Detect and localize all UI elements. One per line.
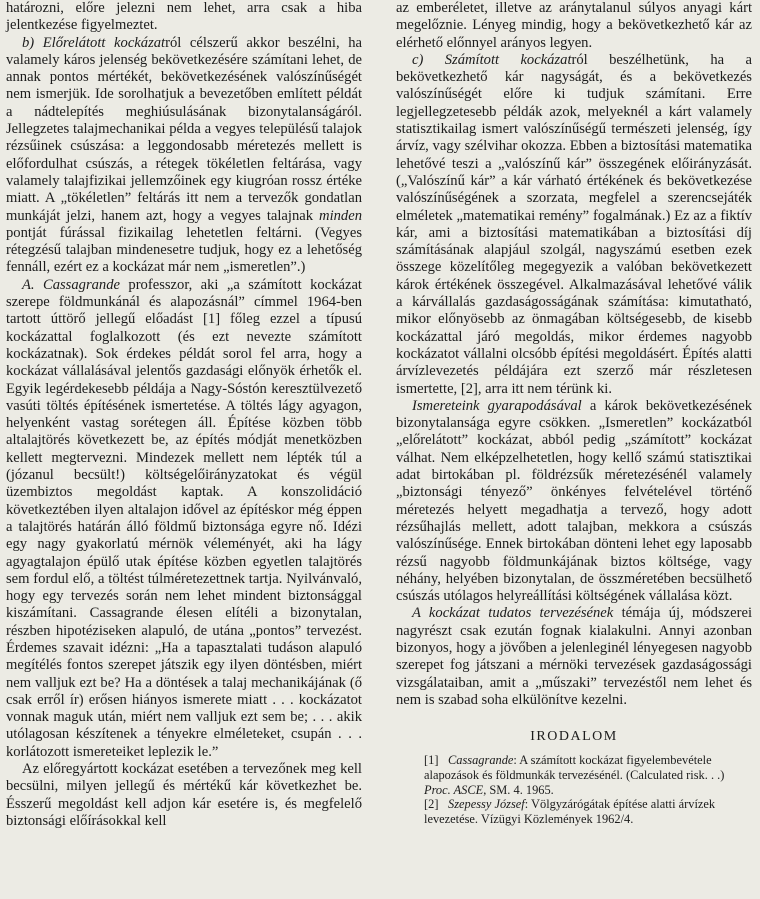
- references-heading: IRODALOM: [530, 729, 618, 745]
- term-foreseen-risk: Előrelátott kockázat: [42, 34, 166, 51]
- term-knowledge: Ismereteink gyarapodásával: [412, 397, 582, 414]
- reference-number: [2]: [424, 797, 439, 812]
- paragraph-prefab-risk: Az előregyártott kockázat esetében a tervezőnek meg kell becsülni, milyen jellegű és mértékű kár következhet be. Ésszerű megoldást kell adjon kár esetére is, és megfelelő biztonsági előírásokkal kell: [6, 761, 362, 829]
- paragraph-foreseen-risk: [6, 35, 362, 277]
- left-column: [6, 0, 362, 830]
- reference-author: Szepessy József: [448, 797, 525, 812]
- reference-text: : A számított kockázat figyelembevétele alapozások és földmunkák tervezésénél. (Calculated risk. . .): [424, 753, 725, 783]
- list-label: c): [412, 51, 445, 68]
- paragraph-text: professzor, aki „a számított kockázat szerepe földmunkánál és alapozásnál” címmel 1964-ben tartott úttörő jellegű előadást [1] főleg ezzel a típusú kockázattal foglalkozott (és ezt nevezte számított kockázatnak). Sok érdekes példát sorol fel arra, hogy a kockázat vállalásával jelentős gazdasági előnyök érhetők el. Egyik legérdekesebb példája a Nagy-Sóstón keresztülvezető vasúti töltés építésének ismertetése. A töltés lágy agyagon, helyenként vastag sorétegen áll. Építése közben több altalajtörés következett be, az építés módját menetközben kellett megtervezni. Mindezek mellett nem lépték túl a (józanul becsült!) költségelőirányzatokat és végül üzembiztos megoldást kaptak. A konszolidáció következtében ilyen altalajon idővel az építéskor még éppen a talajtörés határán álló földmű biztonsága egyre nő. Idézi egy nagy gyakorlatú mérnök véleményét, aki ha lágy agyagtalajon épülő utak építése közben egyetlen talajtörés sem fordul elő, a töltést túlméretezettnek tartja. Nyilvánvaló, hogy egy tervezés során nem lehet mindent biztonsággal kiszámítani. Cassagrande élesen elítéli a bizonytalan, részben hipotéziseken alapuló, de utána „pontos” tervezést. Érdemes szavait idézni: „Ha a tapasztalati tudáson alapuló megítélés fontos szerepet játszik egy ilyen döntésben, miért nem valljuk ezt be? Ha a döntések a talaj mechanikájának (ő csak erről ír) erősen hiányos ismerete miatt . . . kockázatot vonnak maguk után, miért nem valljuk ezt sem be; . . . akik utólagosan készítenek a tényekre elméleteket, csupán . . . korlátozott ismereteiket leplezik le.”: [6, 276, 362, 760]
- reference-item: [396, 753, 752, 797]
- reference-author: Cassagrande: [448, 753, 514, 768]
- author-name: A. Cassagrande: [22, 276, 120, 293]
- list-label: b): [22, 34, 43, 51]
- reference-item: [396, 797, 752, 826]
- paragraph-text: ról célszerű akkor beszélni, ha valamely káros jelenség bekövetkezésére számítani lehet, de annak pontos mértékét, bekövetkezésének valószínűségét nem ismerjük. Ide sorolhatjuk a bevezetőben említett példát a nádtelepítés meghiúsulásának bizonytalanságáról. Jellegzetes talajmechanikai példa a vegyes településű talajok rézsűinek csúszása: a leggondosabb méretezés mellett is előfordulhat csúszás, a rétegek tökéletlen feltárása, vagy valamely talajfizikai jellemzőinek egy kiugróan rossz értéke miatt. A „tökéletlen” feltárás itt nem a tervezők gondatlan munkáját jelzi, hanem azt, hogy a vegyes talajnak: [6, 34, 362, 224]
- paragraph-continuation: az emberéletet, illetve az aránytalanul súlyos anyagi kárt megelőznie. Lényeg mindig, hogy a bekövetkezhető kár az elérhető előnnyel arányos legyen.: [396, 0, 752, 51]
- term-calculated-risk: Számított kockázat: [444, 51, 572, 68]
- paragraph-text: a károk bekövetkezésének bizonytalansága egyre csökken. „Ismeretlen” kockázatból „előrelátott” kockázat, abból pedig „számított” kockázat válhat. Nem elképzelhetetlen, hogy kellő számú statisztikai adat birtokában pl. földrézsűk méretezésénél valamely „biztonsági tényező” önkényes felvételével történő méretezés helyett megadhatja a tervező, hogy adott rézsűhajlás mellett, adott talajban, mekkora a csúszás valószínűsége. Ennek birtokában dönteni lehet egy laposabb rézsű nagyobb földmunkájának biztos költsége, vagy néhány, helyében bizonytalan, de összméretében becsülhető csúszás utólagos helyreállítási költségének vállalása közt.: [396, 397, 752, 605]
- paragraph-calculated-risk: [396, 52, 752, 398]
- paragraph-knowledge: [396, 398, 752, 606]
- paragraph-text: ról beszélhetünk, ha a bekövetkezhető kár nagyságát, és a bekövetkezés valószínűségét előre ki tudjuk számítani. Erre legjellegzetesebb példák azok, melyeknél a kárt valamely statisztikailag ismert valószínűségű természeti jelenség, így árvíz, vagy szélvihar okozza. Ebben a biztosítási matematika lehetővé teszi a „valószínű kár” összegének előirányzását. („Valószínű kár” a kár várható értékének és bekövetkezése valószínűségének a szorzata, megfelel a szerencsejáték elméletek „matematikai remény” fogalmának.) Ez az a fiktív kár, ami a biztosítási matematikában a biztosítási díj számításának alapjául szolgál, nagyszámú esetben ezek összege közelítőleg megegyezik a valóban bekövetkezett károk értékének összegével. Alkalmazásával lehetővé válik a kárvállalás gazdaságosságának számítása: kimutatható, mikor előnyösebb az önmagában költségesebb, de kisebb kockázattal járó megoldás, mikor érdemes nagyobb kockázatot vállalni olcsóbb építési megoldásért. Építés alatti árvízlevezetés példájára ezt szerző már részletesen ismertette, [2], arra itt nem térünk ki.: [396, 51, 752, 397]
- paragraph-conscious-design: [396, 605, 752, 709]
- reference-number: [1]: [424, 753, 439, 768]
- right-column: [396, 0, 752, 826]
- term-conscious-design: A kockázat tudatos tervezésének: [412, 605, 614, 622]
- paragraph-cassagrande: [6, 277, 362, 761]
- reference-journal: Proc. ASCE: [424, 782, 484, 797]
- reference-text: : Völgyzárógátak építése alatti árvízek levezetése. Vízügyi Közlemények 1962/4.: [424, 797, 716, 826]
- reference-tail: , SM. 4. 1965.: [483, 782, 554, 797]
- paragraph-text: pontját fúrással fizikailag lehetetlen feltárni. (Vegyes rétegzésű talajban mindenesetre tudjuk, hogy ez a lehetőség fennáll, ezért ez a kockázat már nem „ismeretlen”.): [6, 224, 362, 276]
- paragraph-text: témája új, módszerei nagyrészt csak ezután fognak kialakulni. Annyi azonban bizonyos, hogy a jövőben a jelenleginél lényegesen nagyobb szerepet fog játszani a mérnöki tervezések gazdaságossági vizsgálataiban, amit a „műszaki” tervezéstől nem lehet és nem is szabad soha elkülönítve kezelni.: [396, 605, 752, 708]
- emphasis-word: minden: [319, 207, 362, 224]
- paragraph-continuation: határozni, előre jelezni nem lehet, arra csak a hiba jelentkezése figyelmeztet.: [6, 0, 362, 34]
